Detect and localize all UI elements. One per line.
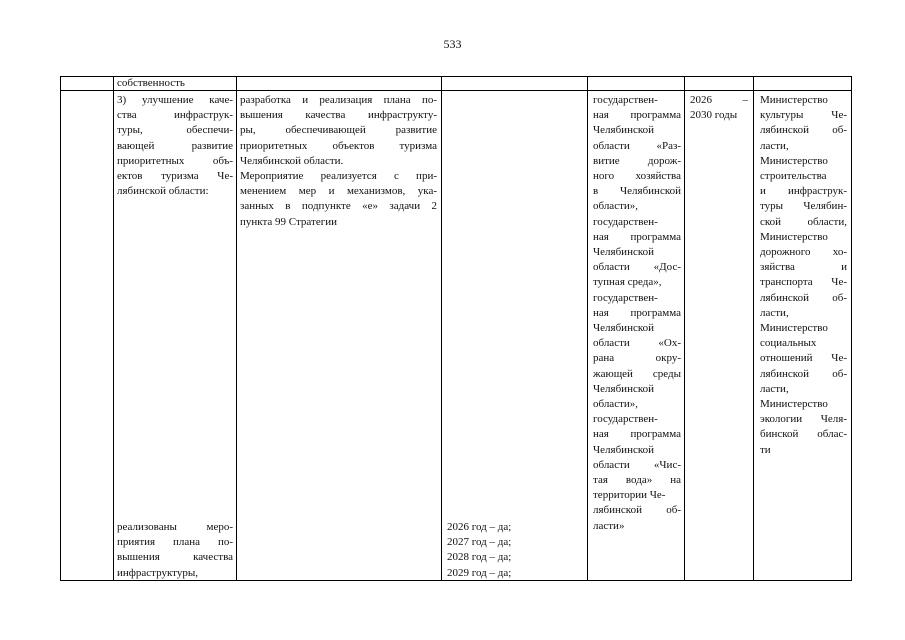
activity-line: менением мер и механизмов, ука- (240, 185, 437, 198)
programs-line: Челябинской (593, 124, 655, 137)
objective-cell-top (117, 76, 234, 91)
activity-line: пункта 99 Стратегии (240, 215, 338, 228)
responsible-line: транспорта Че- (760, 276, 847, 289)
programs-line: области «Дос- (593, 261, 681, 274)
objective-cell (117, 93, 233, 199)
objective-line: ектов туризма Че- (117, 170, 233, 183)
objective-line: ства инфраструк- (117, 109, 233, 122)
years-line: 2026 год – да; (447, 521, 512, 533)
responsible-line: ласти, (760, 139, 789, 152)
responsible-line: Министерство (760, 230, 828, 243)
result-line: вышения качества (117, 551, 233, 564)
programs-line: ная программа (593, 109, 681, 122)
responsible-line: экологии Челя- (760, 413, 847, 426)
responsible-line: ласти, (760, 306, 789, 319)
programs-line: тая вода» на (593, 474, 681, 487)
responsible-line: Министерство (760, 322, 828, 335)
objective-line: лябинской области: (117, 185, 209, 198)
programs-line: территории Че- (593, 489, 666, 502)
programs-line: лябинской об- (593, 504, 681, 517)
responsible-line: лябинской об- (760, 367, 847, 380)
activity-line: вышения качества инфраструкту- (240, 109, 437, 122)
objective-line: вающей развитие (117, 139, 233, 152)
responsible-line: лябинской об- (760, 124, 847, 137)
programs-line: ного хозяйства (593, 170, 681, 183)
programs-line: области «Ох- (593, 337, 681, 350)
programs-line: тупная среда», (593, 276, 662, 289)
years-line: 2027 год – да; (447, 536, 512, 549)
responsible-line: дорожного хо- (760, 246, 847, 259)
activity-line: приоритетных объектов туризма (240, 139, 437, 152)
activity-line: Мероприятие реализуется с при- (240, 170, 437, 183)
responsible-line: ской области, (760, 215, 847, 228)
responsible-line: и инфраструк- (760, 185, 847, 198)
activity-line: разработка и реализация плана по- (240, 94, 437, 106)
programs-line: Челябинской (593, 443, 655, 456)
years-cell (447, 520, 585, 581)
period-line: 2030 годы (690, 109, 738, 122)
years-line: 2029 год – да; (447, 566, 512, 579)
programs-line: ласти» (593, 519, 625, 532)
programs-line: государствен- (593, 215, 658, 228)
objective-text-top: собственность (117, 77, 185, 89)
objective-line: приоритетных объ- (117, 154, 233, 167)
page-number: 533 (443, 37, 462, 51)
programs-line: витие дорож- (593, 154, 681, 167)
responsible-line: лябинской об- (760, 291, 847, 304)
responsible-line: Министерство (760, 154, 828, 167)
result-line: инфраструктуры, (117, 566, 198, 579)
responsible-line: ти (760, 443, 771, 456)
period-line: 2026 – (690, 94, 748, 106)
result-line: реализованы меро- (117, 521, 233, 533)
programs-line: жающей среды (593, 367, 681, 380)
responsible-line: строительства (760, 170, 827, 183)
period-cell (690, 93, 748, 123)
programs-line: в Челябинской (593, 185, 681, 198)
programs-line: Челябинской (593, 322, 655, 335)
programs-line: области», (593, 398, 639, 411)
responsible-line: отношений Че- (760, 352, 847, 365)
activity-line: Челябинской области. (240, 154, 344, 167)
responsible-line: культуры Че- (760, 109, 847, 122)
responsible-line: социальных (760, 337, 817, 350)
objective-line: 3) улучшение каче- (117, 94, 233, 106)
programs-line: государствен- (593, 291, 658, 304)
result-line: приятия плана по- (117, 536, 233, 549)
responsible-line: зяйства и (760, 261, 847, 274)
activity-line: занных в подпункте «е» задачи 2 (240, 200, 437, 213)
programs-line: государствен- (593, 94, 658, 106)
activity-cell (240, 93, 437, 230)
responsible-line: бинской облас- (760, 428, 847, 441)
programs-line: области «Чис- (593, 458, 681, 471)
objective-line: туры, обеспечи- (117, 124, 233, 137)
activity-line: ры, обеспечивающей развитие (240, 124, 437, 137)
programs-line: государствен- (593, 413, 658, 426)
programs-line: Челябинской (593, 246, 655, 259)
programs-line: ная программа (593, 428, 681, 441)
programs-line: Челябинской (593, 382, 655, 395)
responsible-line: Министерство (760, 398, 828, 411)
result-cell (117, 520, 233, 581)
responsible-line: туры Челябин- (760, 200, 847, 213)
responsible-line: ласти, (760, 382, 789, 395)
programs-line: ная программа (593, 306, 681, 319)
programs-line: области «Раз- (593, 139, 681, 152)
responsible-line: Министерство (760, 94, 828, 106)
years-line: 2028 год – да; (447, 551, 512, 564)
programs-line: ная программа (593, 230, 681, 243)
programs-line: рана окру- (593, 352, 681, 365)
programs-line: области», (593, 200, 639, 213)
programs-cell (593, 93, 681, 534)
responsible-cell (760, 93, 847, 458)
